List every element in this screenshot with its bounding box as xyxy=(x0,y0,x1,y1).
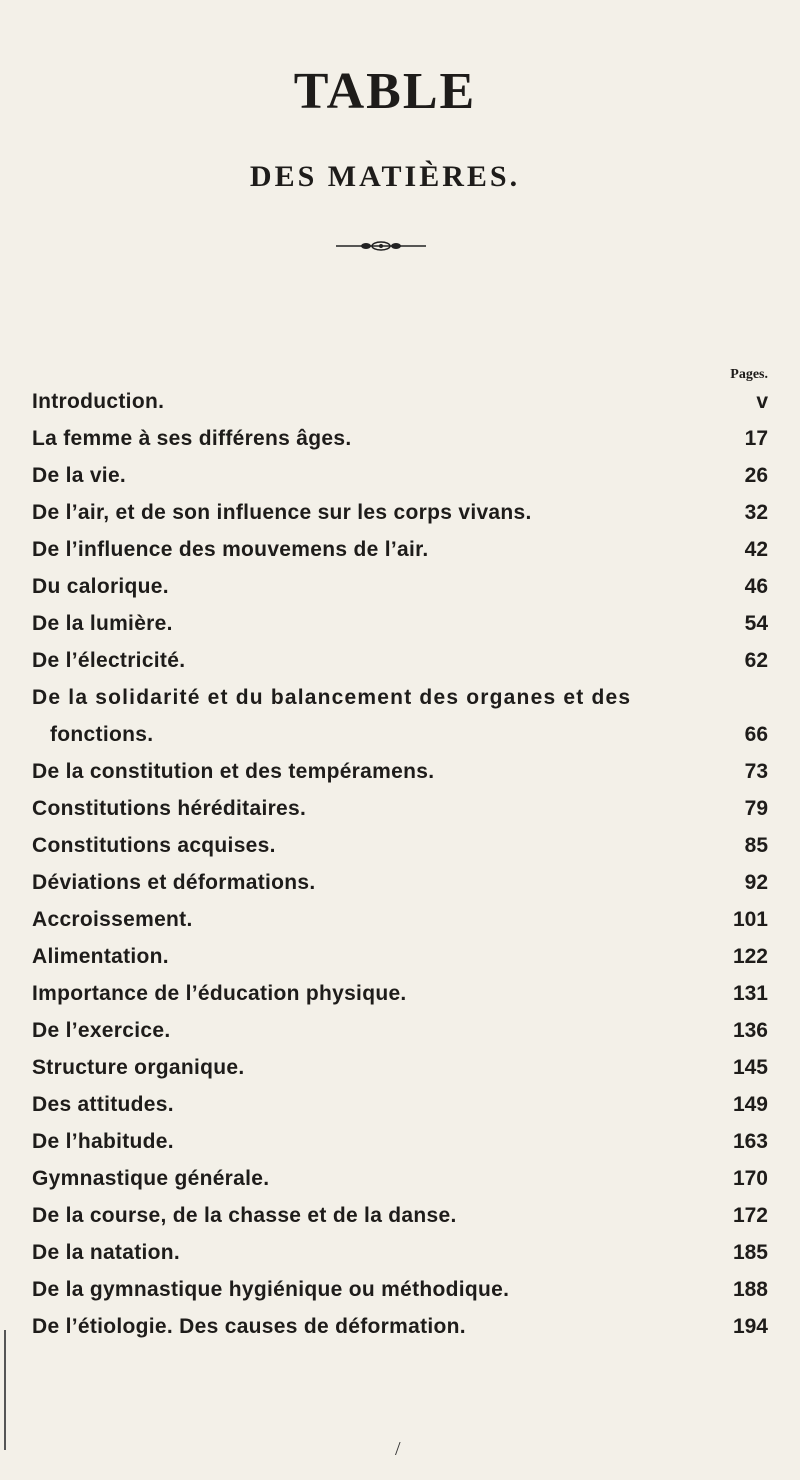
toc-entry-label: Constitutions acquises. xyxy=(32,834,276,857)
toc-entry xyxy=(32,460,768,497)
toc-entry xyxy=(32,978,768,1015)
toc-entry-label: Déviations et déformations. xyxy=(32,871,316,894)
toc-entry-label: De l’exercice. xyxy=(32,1019,171,1042)
toc-entry xyxy=(32,941,768,978)
toc-entry-page: 26 xyxy=(744,464,768,487)
margin-rule xyxy=(4,1330,6,1450)
toc-entry-label: De la lumière. xyxy=(32,612,173,635)
toc-entry-label: Accroissement. xyxy=(32,908,193,931)
toc-entry-label: Constitutions héréditaires. xyxy=(32,797,307,820)
toc-entry-label: De l’étiologie. Des causes de déformation. xyxy=(32,1315,466,1338)
toc-entry-page: 149 xyxy=(732,1093,768,1116)
ornament-divider xyxy=(336,238,426,254)
toc-entry-page: 188 xyxy=(732,1278,768,1301)
toc-entry-label: fonctions. xyxy=(50,723,154,746)
toc-entry-page: 185 xyxy=(732,1241,768,1264)
toc-entry xyxy=(32,534,768,571)
toc-entry-page: 46 xyxy=(744,575,768,598)
toc-entry xyxy=(32,386,768,423)
toc-entry-label: Alimentation. xyxy=(32,945,169,968)
toc-entry-page: 32 xyxy=(744,501,768,524)
toc-entry xyxy=(32,645,768,682)
toc-entry-label: De la vie. xyxy=(32,464,127,487)
toc-entry-page: 79 xyxy=(744,797,768,820)
toc-entry-page: 136 xyxy=(732,1019,768,1042)
toc-entry xyxy=(32,1052,768,1089)
toc-entry xyxy=(32,1015,768,1052)
toc-entry-page: 172 xyxy=(732,1204,768,1227)
toc-entry xyxy=(32,756,768,793)
toc-entry xyxy=(32,571,768,608)
toc-entry-page: 170 xyxy=(732,1167,768,1190)
toc-entry-page: 62 xyxy=(744,649,768,672)
toc-entry-page: 92 xyxy=(744,871,768,894)
toc-entry-label: De la gymnastique hygiénique ou méthodique. xyxy=(32,1278,510,1301)
toc-entry-label: Structure organique. xyxy=(32,1056,245,1079)
toc-entry xyxy=(32,497,768,534)
toc-entry-label: La femme à ses différens âges. xyxy=(32,427,352,450)
toc-entry xyxy=(32,1089,768,1126)
toc-entry-page: 66 xyxy=(744,723,768,746)
toc-entry-label: De l’électricité. xyxy=(32,649,186,672)
toc-entry-page: 54 xyxy=(744,612,768,635)
toc-entry-page: 42 xyxy=(744,538,768,561)
toc-entry-page: 163 xyxy=(732,1130,768,1153)
toc-entry-page: 194 xyxy=(732,1315,768,1338)
toc-entry-label: Du calorique. xyxy=(32,575,169,598)
toc-entry-page: 122 xyxy=(732,945,768,968)
toc-entry-label: Introduction. xyxy=(32,390,165,413)
toc-entry xyxy=(32,682,768,719)
toc-entry xyxy=(32,867,768,904)
toc-entry-label: De l’influence des mouvemens de l’air. xyxy=(32,538,429,561)
toc-entry xyxy=(32,1200,768,1237)
toc-entry xyxy=(32,719,768,756)
toc-entry xyxy=(32,1237,768,1274)
toc-entry-page: 145 xyxy=(732,1056,768,1079)
page-subtitle: DES MATIÈRES. xyxy=(249,160,521,193)
toc-entry-label: Gymnastique générale. xyxy=(32,1167,270,1190)
toc-entry-page: v xyxy=(756,390,768,413)
toc-entry-label: De la course, de la chasse et de la danse. xyxy=(32,1204,457,1227)
toc-entry-label: De la natation. xyxy=(32,1241,181,1264)
toc-entry-page: 17 xyxy=(744,427,768,450)
toc-entry xyxy=(32,793,768,830)
toc-entry-label: De l’air, et de son influence sur les corps vivans. xyxy=(32,501,532,524)
toc-entry xyxy=(32,1163,768,1200)
toc-entry-page: 85 xyxy=(744,834,768,857)
toc-entry-label: De la constitution et des tempéramens. xyxy=(32,760,435,783)
toc-entry-page: 73 xyxy=(744,760,768,783)
pages-column-header: Pages. xyxy=(730,367,768,382)
page-title: TABLE xyxy=(293,63,477,120)
table-of-contents xyxy=(32,386,768,1348)
toc-entry xyxy=(32,1274,768,1311)
toc-entry-label: Des attitudes. xyxy=(32,1093,174,1116)
toc-entry-label: Importance de l’éducation physique. xyxy=(32,982,407,1005)
footer-mark: / xyxy=(395,1438,401,1460)
toc-entry-page: 131 xyxy=(732,982,768,1005)
toc-entry xyxy=(32,423,768,460)
toc-entry xyxy=(32,1311,768,1348)
toc-entry xyxy=(32,608,768,645)
toc-entry-page: 101 xyxy=(732,908,768,931)
toc-entry xyxy=(32,830,768,867)
toc-entry xyxy=(32,1126,768,1163)
toc-entry-label: De la solidarité et du balancement des organes et des xyxy=(32,686,632,709)
toc-entry-label: De l’habitude. xyxy=(32,1130,174,1153)
toc-entry xyxy=(32,904,768,941)
